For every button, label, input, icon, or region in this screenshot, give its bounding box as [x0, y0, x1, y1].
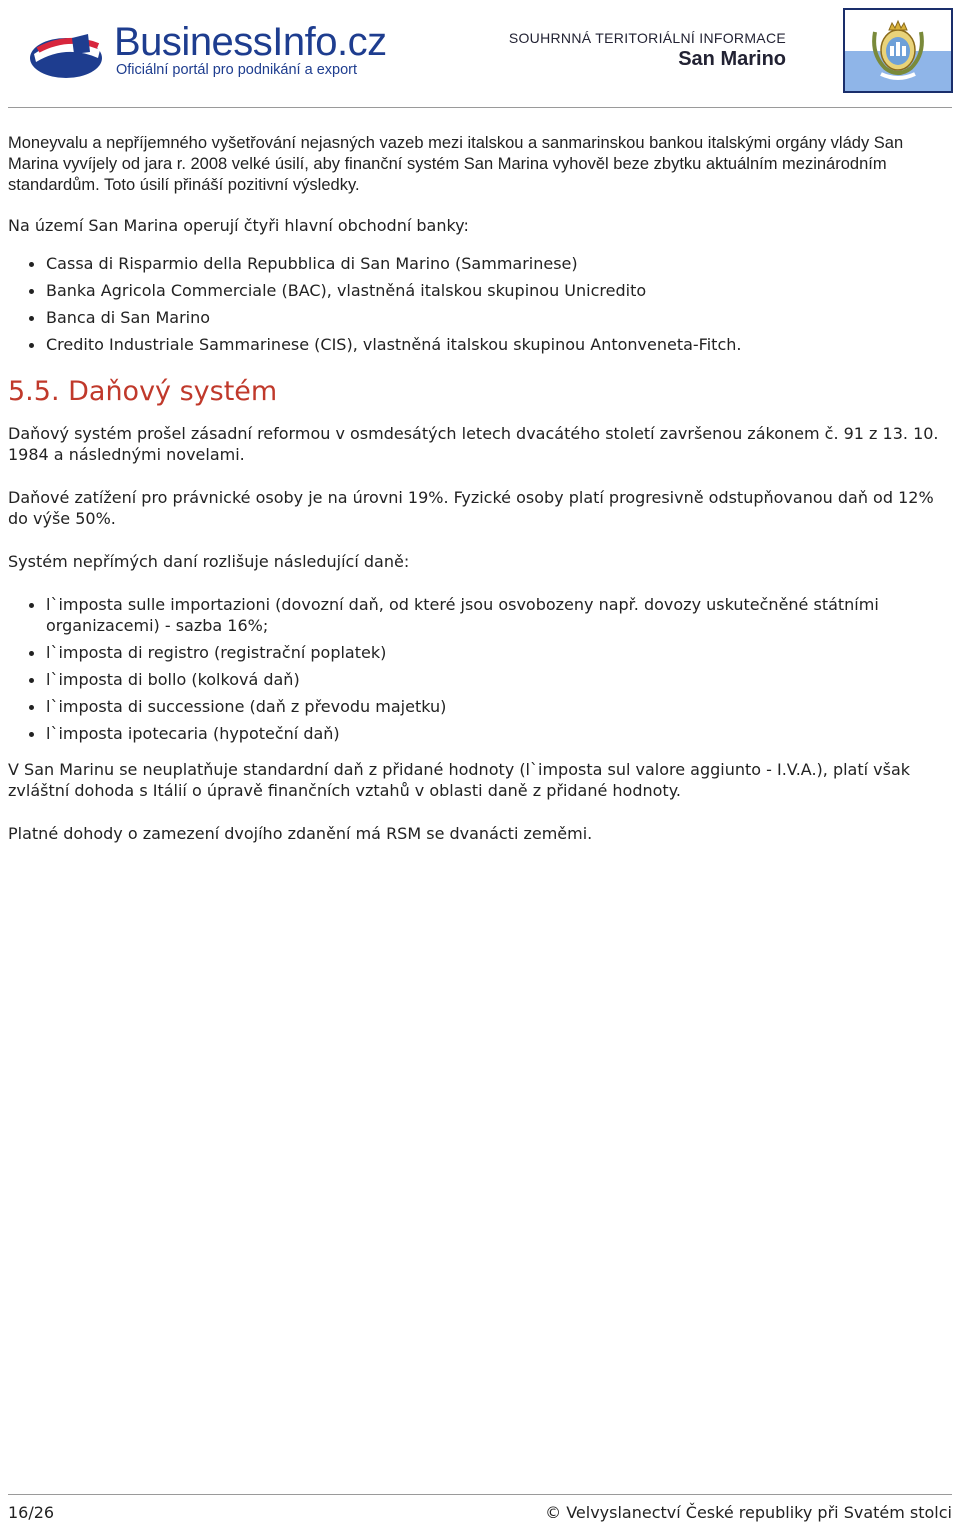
list-item: Credito Industriale Sammarinese (CIS), vlastněná italskou skupinou Antonveneta-Fitch. — [8, 334, 952, 361]
list-item: Banca di San Marino — [8, 307, 952, 334]
double-taxation-paragraph: Platné dohody o zamezení dvojího zdanění má RSM se dvanácti zeměmi. — [8, 824, 593, 843]
header-title-block — [509, 30, 786, 71]
businessinfo-logo[interactable] — [28, 18, 388, 88]
list-item: l`imposta di successione (daň z převodu majetku) — [8, 696, 952, 717]
list-item: l`imposta di bollo (kolková daň) — [8, 669, 952, 690]
businessinfo-logo-icon — [28, 28, 108, 84]
list-item: l`imposta ipotecaria (hypoteční daň) — [8, 723, 952, 744]
taxes-list — [8, 594, 952, 744]
logo-name: BusinessInfo.cz — [114, 20, 387, 64]
list-item: l`imposta di registro (registrační poplatek) — [8, 642, 952, 663]
intro-paragraph: Moneyvalu a nepříjemného vyšetřování nejasných vazeb mezi italskou a sanmarinskou bankou italskými orgány vlády San Marina vyvíjely od jara r. 2008 velké úsilí, aby finanční systém San Marina vyhověl beze zbytku aktuálním mezinárodním standardům. Toto úsilí přináší pozitivní výsledky. — [8, 134, 904, 194]
footer-divider — [8, 1494, 952, 1495]
main-content — [8, 133, 952, 844]
vat-paragraph: V San Marinu se neuplatňuje standardní daň z přidané hodnoty (l`imposta sul valore aggiunto - I.V.A.), platí však zvláštní dohoda s Itálií o úpravě finančních vztahů v oblasti daně z přidané hodnoty. — [8, 760, 911, 800]
list-item: Cassa di Risparmio della Repubblica di San Marino (Sammarinese) — [8, 253, 952, 280]
copyright-notice: © Velvyslanectví České republiky při Svatém stolci — [545, 1503, 952, 1522]
tax-paragraph-indirect: Systém nepřímých daní rozlišuje následující daně: — [8, 552, 410, 571]
header-country: San Marino — [678, 48, 786, 70]
banks-list — [8, 253, 952, 361]
banks-lead: Na území San Marina operují čtyři hlavní obchodní banky: — [8, 216, 469, 235]
section-heading: 5.5. Daňový systém — [8, 376, 278, 407]
page-number: 16/26 — [8, 1503, 55, 1522]
san-marino-flag-icon — [843, 8, 953, 93]
list-item: l`imposta sulle importazioni (dovozní daň, od které jsou osvobozeny např. dovozy uskutečněné státními organizacemi) - sazba 16%; — [8, 594, 952, 636]
logo-tagline: Oficiální portál pro podnikání a export — [116, 62, 357, 78]
tax-paragraph-reform: Daňový systém prošel zásadní reformou v osmdesátých letech dvacátého století završenou zákonem č. 91 z 13. 10. 1984 a následnými novelami. — [8, 424, 939, 464]
header-divider — [8, 107, 952, 108]
header-kicker: SOUHRNNÁ TERITORIÁLNÍ INFORMACE — [508, 30, 786, 46]
list-item: Banka Agricola Commerciale (BAC), vlastněná italskou skupinou Unicredito — [8, 280, 952, 307]
tax-paragraph-rates: Daňové zatížení pro právnické osoby je na úrovni 19%. Fyzické osoby platí progresivně odstupňovanou daň od 12% do výše 50%. — [8, 488, 934, 528]
page-header — [0, 0, 960, 108]
